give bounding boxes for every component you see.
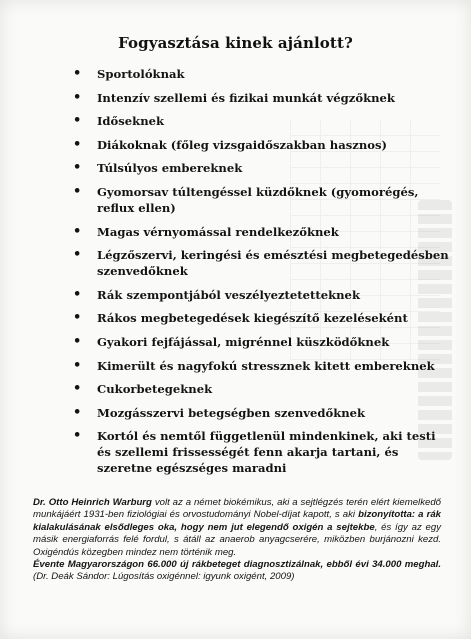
list-item-text: Légzőszervi, keringési és emésztési megbetegedésben szenvedőknek <box>97 248 449 279</box>
bullet-icon: • <box>73 183 82 199</box>
footer-author: Dr. Otto Heinrich Warburg <box>33 497 152 508</box>
footer-citation: (Dr. Deák Sándor: Lúgosítás oxigénnel: igyunk oxigént, 2009) <box>33 571 295 583</box>
footer-text: , és így az egy másik energiaforrás felé fordul, s átáll az anaerob anyagcserére, miközben burjánozni kezd. Oxigéndús közegben mindez nem történik meg. <box>33 521 442 558</box>
list-item-text: Gyomorsav túltengéssel küzdőknek (gyomorégés, reflux ellen) <box>97 184 419 215</box>
bullet-icon: • <box>73 333 82 349</box>
bullet-icon: • <box>73 404 82 420</box>
list-item <box>73 357 450 374</box>
list-item <box>73 160 450 176</box>
bullet-icon: • <box>73 357 82 373</box>
list-item <box>73 136 450 153</box>
page-title: Fogyasztása kinek ajánlott? <box>118 34 353 52</box>
list-item-text: Gyakori fejfájással, migrénnel küszködőknek <box>97 334 390 349</box>
bullet-icon: • <box>73 113 82 129</box>
list-item-text: Mozgásszervi betegségben szenvedőknek <box>97 405 366 420</box>
bullet-icon: • <box>73 286 82 302</box>
footer-text: volt az a német biokémikus, aki a sejtlégzés terén elért kiemelkedő munkájáért 1931-ben fiziológiai és orvostudományi Nobel-díjat kapott, s aki <box>33 497 441 521</box>
list-item <box>73 66 450 82</box>
footer-statistic: Évente Magyarországon 66.000 új rákbeteget diagnosztizálnak, ebből évi 34.000 meghal. <box>33 559 441 571</box>
list-item-text: Sportolóknak <box>97 67 185 81</box>
list-item-text: Kortól és nemtől függetlenül mindenkinek, aki testi és szellemi frissességét fenn akarja tartani, és szeretne egészséges maradni <box>97 429 436 476</box>
list-item-text: Túlsúlyos embereknek <box>97 161 243 176</box>
bullet-icon: • <box>73 160 82 176</box>
list-item <box>73 223 450 240</box>
list-item <box>73 247 450 279</box>
list-item <box>73 286 450 303</box>
list-item <box>73 183 450 216</box>
list-item-text: Kimerült és nagyfokú stressznek kitett embereknek <box>97 358 435 373</box>
list-item-text: Magas vérnyomással rendelkezőknek <box>97 224 339 239</box>
list-item <box>73 333 450 350</box>
list-item <box>73 89 450 106</box>
list-item-text: Rák szempontjából veszélyeztetetteknek <box>97 287 360 302</box>
footer-paragraph-warburg <box>33 497 441 559</box>
list-item-text: Cukorbetegeknek <box>97 382 213 397</box>
list-item-text: Időseknek <box>97 114 165 129</box>
list-item <box>73 381 450 397</box>
bullet-icon: • <box>73 428 82 444</box>
list-item-text: Rákos megbetegedések kiegészítő kezeléseként <box>97 311 408 326</box>
bullet-icon: • <box>73 247 82 263</box>
list-item-text: Intenzív szellemi és fizikai munkát végzőknek <box>97 90 395 105</box>
bullet-icon: • <box>73 89 82 105</box>
list-item <box>73 428 450 476</box>
bullet-icon: • <box>73 136 82 152</box>
footer-note <box>33 497 441 584</box>
list-item <box>73 113 450 129</box>
footer-emphasis: bizonyította: a rák kialakulásának elsődleges oka, hogy nem jut elegendő oxigén a sejtekbe <box>33 509 441 533</box>
list-item-text: Diákoknak (főleg vizsgaidőszakban hasznos) <box>97 137 387 152</box>
bullet-icon: • <box>73 223 82 239</box>
footer-paragraph-statistics <box>33 559 441 584</box>
bullet-icon: • <box>73 381 82 397</box>
list-item <box>73 310 450 326</box>
bullet-icon: • <box>73 66 82 81</box>
list-item <box>73 404 450 421</box>
recommendation-list <box>73 66 450 484</box>
bullet-icon: • <box>73 310 82 326</box>
